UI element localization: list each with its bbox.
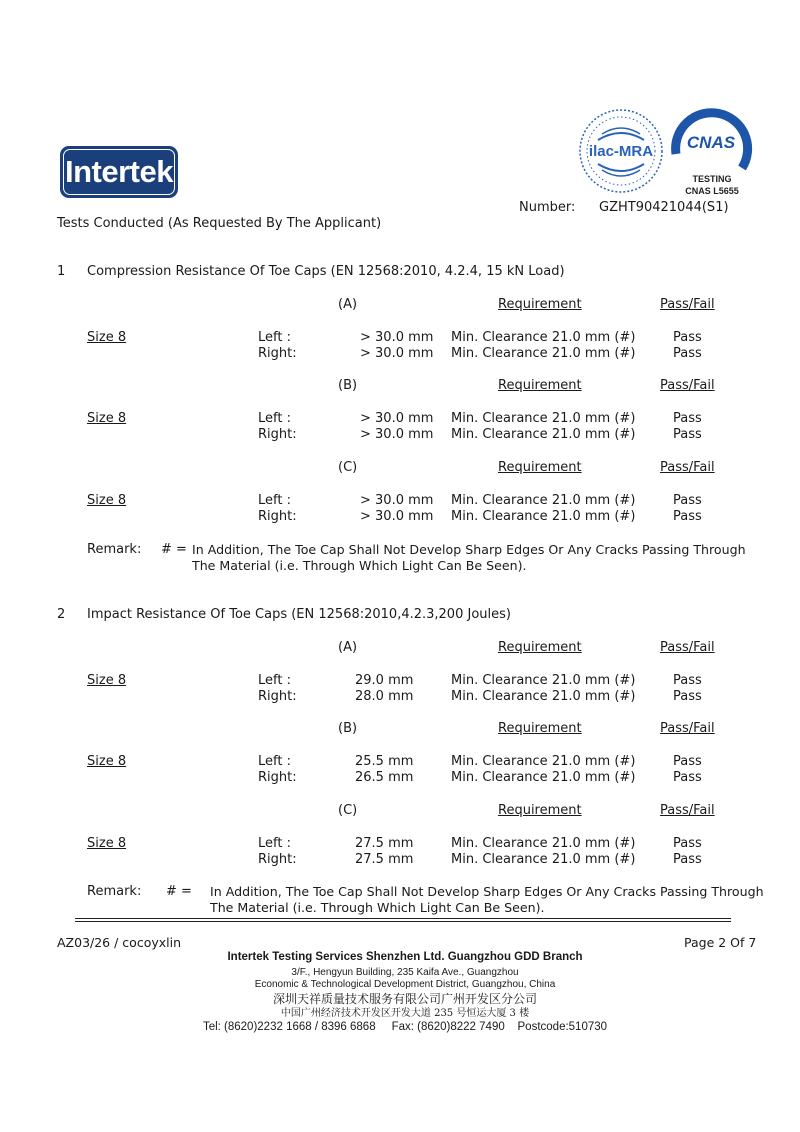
size-label: Size 8 xyxy=(87,330,127,345)
requirement-value: Min. Clearance 21.0 mm (#) xyxy=(451,770,636,785)
right-value: 27.5 mm xyxy=(355,852,414,867)
left-label: Left : xyxy=(258,836,291,851)
size-label: Size 8 xyxy=(87,754,127,769)
right-label: Right: xyxy=(258,852,297,867)
requirement-value: Min. Clearance 21.0 mm (#) xyxy=(451,754,636,769)
remark-text-line2: The Material (i.e. Through Which Light Can Be Seen). xyxy=(210,900,545,915)
requirement-value: Min. Clearance 21.0 mm (#) xyxy=(451,427,636,442)
section-title: Compression Resistance Of Toe Caps (EN 12568:2010, 4.2.4, 15 kN Load) xyxy=(87,264,565,279)
result-pass: Pass xyxy=(673,836,702,851)
pass-fail-header: Pass/Fail xyxy=(660,378,715,393)
result-pass: Pass xyxy=(673,427,702,442)
cnas-logo-text: CNAS xyxy=(686,133,736,152)
result-pass: Pass xyxy=(673,754,702,769)
result-pass: Pass xyxy=(673,770,702,785)
group-label: (B) xyxy=(338,378,358,393)
right-value: 26.5 mm xyxy=(355,770,414,785)
remark-text-line1: In Addition, The Toe Cap Shall Not Develop Sharp Edges Or Any Cracks Passing Through xyxy=(210,884,764,899)
right-value: > 30.0 mm xyxy=(360,509,434,524)
left-label: Left : xyxy=(258,754,291,769)
right-label: Right: xyxy=(258,689,297,704)
footer-address-chinese: 中国广州经济技术开发区开发大道 235 号恒运大厦 3 楼 xyxy=(280,1008,530,1019)
left-value: 25.5 mm xyxy=(355,754,414,769)
result-pass: Pass xyxy=(673,673,702,688)
size-label: Size 8 xyxy=(87,493,127,508)
requirement-value: Min. Clearance 21.0 mm (#) xyxy=(451,346,636,361)
right-label: Right: xyxy=(258,770,297,785)
right-value: > 30.0 mm xyxy=(360,427,434,442)
number-label: Number: xyxy=(519,200,576,215)
result-pass: Pass xyxy=(673,493,702,508)
requirement-header: Requirement xyxy=(498,297,582,312)
intertek-logo-text: Intertek xyxy=(65,154,173,189)
ilac-mra-logo xyxy=(578,108,664,194)
group-label: (A) xyxy=(338,640,358,655)
section-number: 2 xyxy=(57,607,66,622)
left-value: 27.5 mm xyxy=(355,836,414,851)
requirement-value: Min. Clearance 21.0 mm (#) xyxy=(451,330,636,345)
cnas-testing-text: TESTING xyxy=(692,174,732,184)
pass-fail-header: Pass/Fail xyxy=(660,721,715,736)
size-label: Size 8 xyxy=(87,673,127,688)
pass-fail-header: Pass/Fail xyxy=(660,460,715,475)
ilac-logo-text: ilac-MRA xyxy=(588,143,654,160)
pass-fail-header: Pass/Fail xyxy=(660,640,715,655)
requirement-header: Requirement xyxy=(498,460,582,475)
remark-text-line2: The Material (i.e. Through Which Light Can Be Seen). xyxy=(192,558,527,573)
footer-reference: AZ03/26 / cocoyxlin xyxy=(57,935,181,950)
result-pass: Pass xyxy=(673,852,702,867)
requirement-value: Min. Clearance 21.0 mm (#) xyxy=(451,673,636,688)
requirement-value: Min. Clearance 21.0 mm (#) xyxy=(451,509,636,524)
requirement-header: Requirement xyxy=(498,721,582,736)
footer-company: Intertek Testing Services Shenzhen Ltd. Guangzhou GDD Branch xyxy=(227,951,583,963)
right-label: Right: xyxy=(258,427,297,442)
page-subtitle: Tests Conducted (As Requested By The Applicant) xyxy=(57,216,382,231)
cnas-code-text: CNAS L5655 xyxy=(685,186,739,196)
remark-label: Remark: xyxy=(87,542,142,557)
left-label: Left : xyxy=(258,330,291,345)
pass-fail-header: Pass/Fail xyxy=(660,803,715,818)
cnas-logo xyxy=(666,106,756,198)
footer-rule-top xyxy=(75,918,731,919)
requirement-value: Min. Clearance 21.0 mm (#) xyxy=(451,689,636,704)
requirement-header: Requirement xyxy=(498,803,582,818)
remark-text-line1: In Addition, The Toe Cap Shall Not Develop Sharp Edges Or Any Cracks Passing Through xyxy=(192,542,746,557)
remark-hash: # = xyxy=(166,884,192,899)
right-value: > 30.0 mm xyxy=(360,346,434,361)
remark-label: Remark: xyxy=(87,884,142,899)
footer-contact: Tel: (8620)2232 1668 / 8396 6868 Fax: (8620)8222 7490 Postcode:510730 xyxy=(202,1021,608,1033)
left-label: Left : xyxy=(258,673,291,688)
left-value: > 30.0 mm xyxy=(360,493,434,508)
group-label: (C) xyxy=(338,460,358,475)
section-title: Impact Resistance Of Toe Caps (EN 12568:2010,4.2.3,200 Joules) xyxy=(87,607,511,622)
footer-address-line1: 3/F., Hengyun Building, 235 Kaifa Ave., Guangzhou xyxy=(291,967,519,978)
left-value: > 30.0 mm xyxy=(360,411,434,426)
footer-company-chinese: 深圳天祥质量技术服务有限公司广州开发区分公司 xyxy=(272,992,537,1006)
requirement-value: Min. Clearance 21.0 mm (#) xyxy=(451,493,636,508)
left-value: 29.0 mm xyxy=(355,673,414,688)
right-label: Right: xyxy=(258,346,297,361)
remark-hash: # = xyxy=(161,542,187,557)
footer-rule-bottom xyxy=(75,921,731,922)
requirement-header: Requirement xyxy=(498,640,582,655)
result-pass: Pass xyxy=(673,346,702,361)
page-number: Page 2 Of 7 xyxy=(684,935,757,950)
size-label: Size 8 xyxy=(87,411,127,426)
requirement-value: Min. Clearance 21.0 mm (#) xyxy=(451,852,636,867)
result-pass: Pass xyxy=(673,689,702,704)
size-label: Size 8 xyxy=(87,836,127,851)
group-label: (A) xyxy=(338,297,358,312)
left-value: > 30.0 mm xyxy=(360,330,434,345)
result-pass: Pass xyxy=(673,411,702,426)
requirement-header: Requirement xyxy=(498,378,582,393)
right-value: 28.0 mm xyxy=(355,689,414,704)
section-number: 1 xyxy=(57,264,66,279)
left-label: Left : xyxy=(258,493,291,508)
left-label: Left : xyxy=(258,411,291,426)
group-label: (B) xyxy=(338,721,358,736)
group-label: (C) xyxy=(338,803,358,818)
number-value: GZHT90421044(S1) xyxy=(599,200,729,215)
requirement-value: Min. Clearance 21.0 mm (#) xyxy=(451,836,636,851)
right-label: Right: xyxy=(258,509,297,524)
footer-address-line2: Economic & Technological Development District, Guangzhou, China xyxy=(254,979,556,990)
requirement-value: Min. Clearance 21.0 mm (#) xyxy=(451,411,636,426)
result-pass: Pass xyxy=(673,509,702,524)
pass-fail-header: Pass/Fail xyxy=(660,297,715,312)
result-pass: Pass xyxy=(673,330,702,345)
intertek-logo xyxy=(60,146,178,198)
